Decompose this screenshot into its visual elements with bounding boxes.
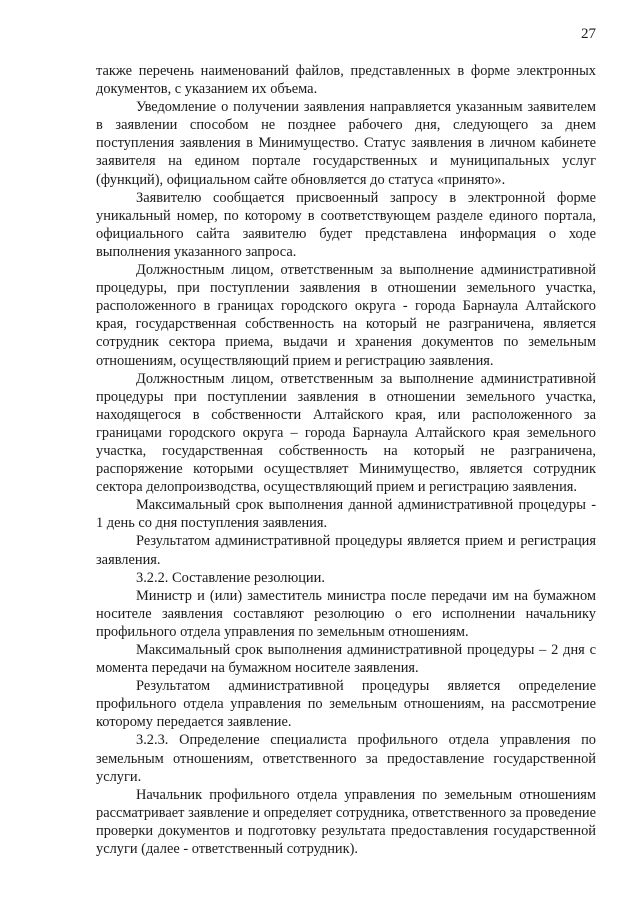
paragraph: Результатом административной процедуры является прием и регистрация заявления. bbox=[96, 533, 596, 568]
paragraph: Заявителю сообщается присвоенный запросу в электронной форме уникальный номер, по которому в соответствующем разделе единого портала, официального сайта заявителю будет представлена информация о ходе выполнения указанного запроса. bbox=[96, 189, 596, 260]
paragraph: Должностным лицом, ответственным за выполнение административной процедуры при поступлении заявления в отношении земельного участка, находящегося в собственности Алтайского края, или расположенного за границами городского округа – города Барнаула Алтайского края земельного участка, государственная собственность на который не разграничена, распоряжение которыми осуществляет Минимущество, является сотрудник сектора делопроизводства, осуществляющий прием и регистрацию заявления. bbox=[96, 370, 596, 496]
paragraph: Должностным лицом, ответственным за выполнение административной процедуры, при поступлении заявления в отношении земельного участка, расположенного в границах городского округа - города Барнаула Алтайского края, государственная собственность на который не разграничена, является сотрудник сектора приема, выдачи и хранения документов по земельным отношениям, осуществляющий прием и регистрацию заявления. bbox=[96, 262, 596, 369]
paragraph: Уведомление о получении заявления направляется указанным заявителем в заявлении способом не позднее рабочего дня, следующего за днем поступления заявления в Минимущество. Статус заявления в личном кабинете заявителя на едином портале государственных и муниципальных услуг (функций), официальном сайте обновляется до статуса «принято». bbox=[96, 99, 596, 188]
paragraph: Министр и (или) заместитель министра после передачи им на бумажном носителе заявления составляют резолюцию о его исполнении начальнику профильного отдела управления по земельным отношениям. bbox=[96, 587, 596, 640]
paragraph: Максимальный срок выполнения административной процедуры – 2 дня с момента передачи на бумажном носителе заявления. bbox=[96, 642, 596, 677]
section-heading: 3.2.3. Определение специалиста профильного отдела управления по земельным отношениям, ответственного за предоставление государственной услуги. bbox=[96, 732, 596, 785]
paragraph: также перечень наименований файлов, представленных в форме электронных документов, с указанием их объема. bbox=[96, 63, 596, 98]
page-number: 27 bbox=[581, 26, 596, 42]
document-body bbox=[96, 62, 596, 858]
paragraph: Результатом административной процедуры является определение профильного отдела управления по земельным отношениям, на рассмотрение которому передается заявление. bbox=[96, 678, 596, 731]
section-heading: 3.2.2. Составление резолюции. bbox=[136, 569, 325, 586]
paragraph: Начальник профильного отдела управления по земельным отношениям рассматривает заявление и определяет сотрудника, ответственного за проведение проверки документов и подготовку результата предоставления государственной услуги (далее - ответственный сотрудник). bbox=[96, 786, 596, 858]
paragraph: Максимальный срок выполнения данной административной процедуры - 1 день со дня поступления заявления. bbox=[96, 497, 596, 532]
